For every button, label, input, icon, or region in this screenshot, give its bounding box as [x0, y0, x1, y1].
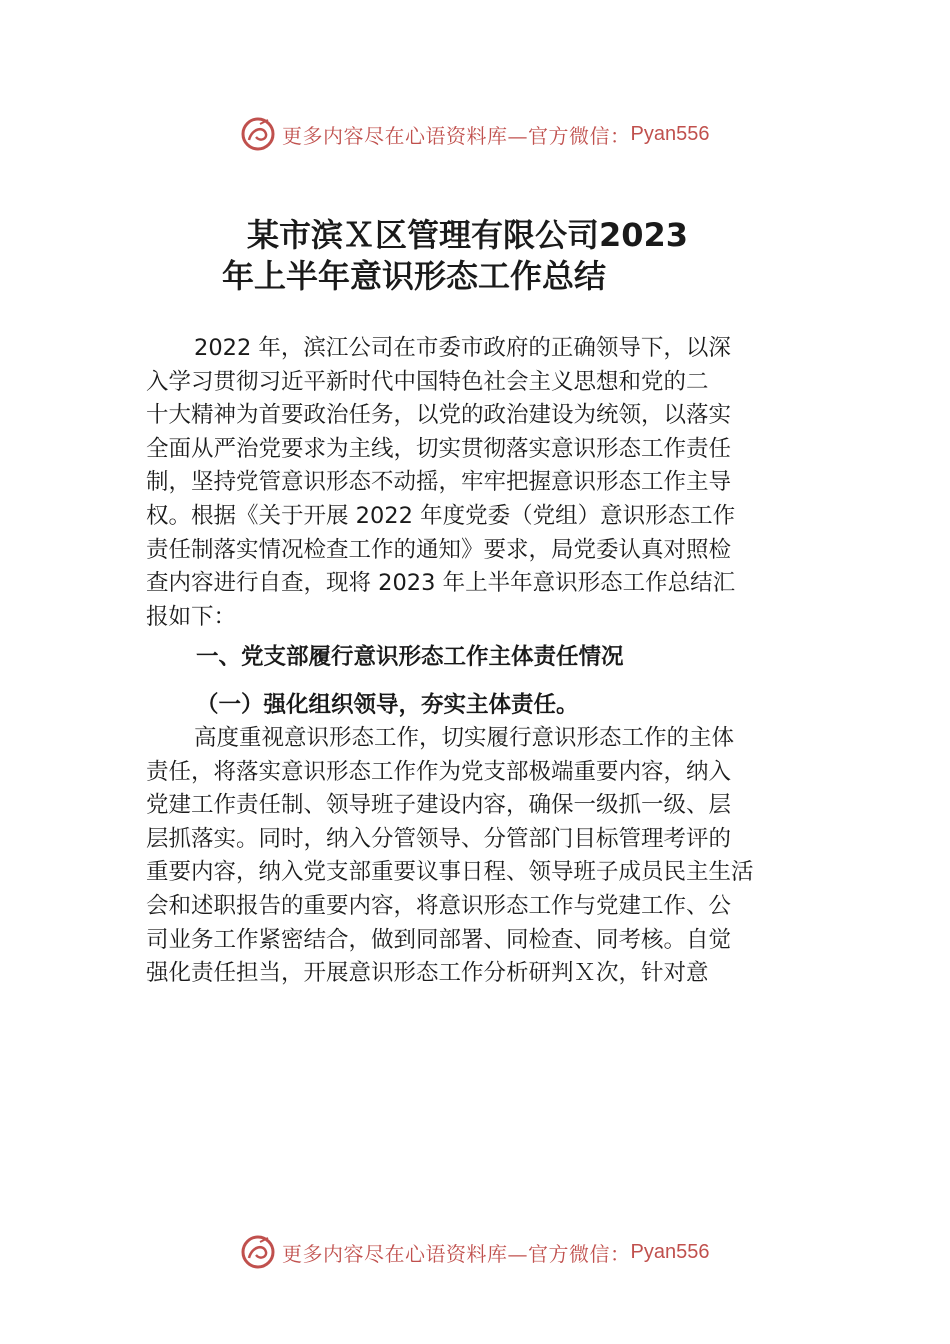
paragraph-line: 十大精神为首要政治任务，以党的政治建设为统领，以落实 — [146, 402, 732, 429]
paragraph-line: 会和述职报告的重要内容，将意识形态工作与党建工作、公 — [146, 892, 732, 919]
banner-wechat-handle: Pyan556 — [630, 1240, 710, 1263]
paragraph-line: 责任制落实情况检查工作的通知》要求，局党委认真对照检 — [146, 536, 732, 563]
section-heading: 一、党支部履行意识形态工作主体责任情况 — [196, 644, 624, 670]
logo-icon — [240, 116, 276, 152]
paragraph-line: 2022 年，滨江公司在市委市政府的正确领导下，以深 — [194, 335, 731, 361]
paragraph-line: 层抓落实。同时，纳入分管领导、分管部门目标管理考评的 — [146, 825, 732, 852]
paragraph-line: 党建工作责任制、领导班子建设内容，确保一级抓一级、层 — [146, 792, 732, 819]
header-banner — [240, 114, 709, 154]
paragraph-line: 重要内容，纳入党支部重要议事日程、领导班子成员民主生活 — [146, 859, 754, 886]
paragraph-line: 强化责任担当，开展意识形态工作分析研判Ｘ次，针对意 — [146, 960, 709, 987]
banner-text: 更多内容尽在心语资料库—官方微信： — [282, 1241, 631, 1266]
intro-paragraph — [146, 332, 826, 634]
banner-text: 更多内容尽在心语资料库—官方微信： — [282, 123, 631, 148]
logo-icon — [240, 1234, 276, 1270]
paragraph-line: 全面从严治党要求为主线，切实贯彻落实意识形态工作责任 — [146, 435, 732, 462]
paragraph-line: 入学习贯彻习近平新时代中国特色社会主义思想和党的二 — [146, 368, 709, 395]
document-title-line-1: 某市滨Ｘ区管理有限公司2023 — [247, 216, 689, 254]
paragraph-line: 报如下： — [146, 603, 237, 630]
paragraph-line: 责任，将落实意识形态工作作为党支部极端重要内容，纳入 — [146, 758, 732, 785]
banner-wechat-handle: Pyan556 — [630, 122, 710, 145]
paragraph-line: 制，坚持党管意识形态不动摇，牢牢把握意识形态工作主导 — [146, 469, 732, 496]
footer-banner — [240, 1232, 709, 1272]
paragraph-line: 高度重视意识形态工作，切实履行意识形态工作的主体 — [194, 725, 735, 751]
document-title-line-2: 年上半年意识形态工作总结 — [222, 257, 607, 295]
paragraph-line: 权。根据《关于开展 2022 年度党委（党组）意识形态工作 — [146, 502, 736, 529]
paragraph-line: 查内容进行自查，现将 2023 年上半年意识形态工作总结汇 — [146, 570, 736, 597]
subsection-paragraph — [146, 722, 826, 991]
paragraph-line: 司业务工作紧密结合，做到同部署、同检查、同考核。自觉 — [146, 926, 732, 953]
subsection-heading: （一）强化组织领导，夯实主体责任。 — [196, 692, 579, 718]
